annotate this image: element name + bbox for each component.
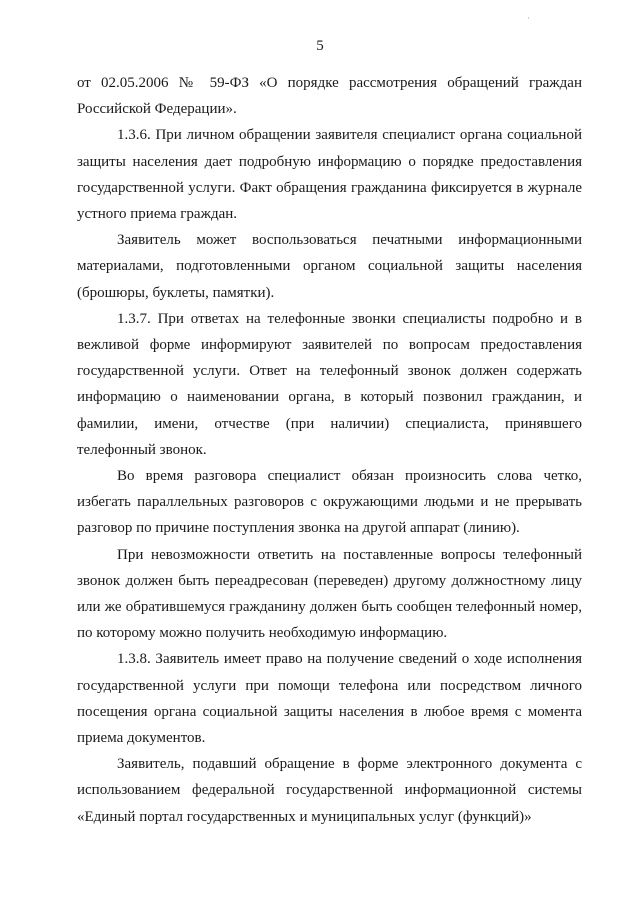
- paragraph-electronic-request: Заявитель, подавший обращение в форме электронного документа с использованием федеральной государственной информационной системы «Единый портал государственных и муниципальных услуг (функций)»: [77, 756, 582, 825]
- page-number: 5: [316, 38, 324, 54]
- paragraph-1-3-8: 1.3.8. Заявитель имеет право на получение сведений о ходе исполнения государственной услуги при помощи телефона или посредством личного посещения органа социальной защиты населения в любое время с момента приема документов.: [77, 651, 582, 747]
- document-body: [77, 70, 582, 830]
- paragraph-conversation-rules: Во время разговора специалист обязан произносить слова четко, избегать параллельных разговоров с окружающими людьми и не прерывать разговор по причине поступления звонка на другой аппарат (линию).: [77, 468, 582, 537]
- paragraph-printed-materials: Заявитель может воспользоваться печатными информационными материалами, подготовленными органом социальной защиты населения (брошюры, буклеты, памятки).: [77, 232, 582, 301]
- paragraph-call-redirect: При невозможности ответить на поставленные вопросы телефонный звонок должен быть переадресован (переведен) другому должностному лицу или же обратившемуся гражданину должен быть сообщен телефонный номер, по которому можно получить необходимую информацию.: [77, 546, 582, 642]
- paragraph-1-3-7: 1.3.7. При ответах на телефонные звонки специалисты подробно и в вежливой форме информируют заявителей по вопросам предоставления государственной услуги. Ответ на телефонный звонок должен содержать информацию о наименовании органа, в который позвонил гражданин, и фамилии, имени, отчестве (при наличии) специалиста, принявшего телефонный звонок.: [77, 310, 582, 458]
- paragraph-1-3-6: 1.3.6. При личном обращении заявителя специалист органа социальной защиты населения дает подробную информацию о порядке предоставления государственной услуги. Факт обращения гражданина фиксируется в журнале устного приема граждан.: [77, 127, 582, 223]
- scan-mark: ·: [527, 14, 530, 23]
- paragraph-law-reference: от 02.05.2006 № 59-ФЗ «О порядке рассмотрения обращений граждан Российской Федерации».: [77, 75, 582, 118]
